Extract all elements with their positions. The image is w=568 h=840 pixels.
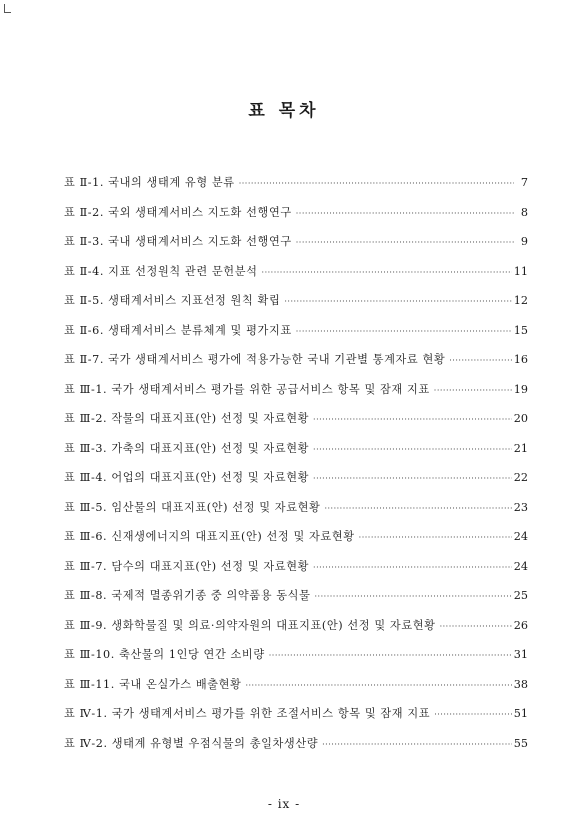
toc-entry-page: 19	[513, 382, 528, 396]
toc-entry[interactable]	[64, 587, 528, 617]
toc-entry[interactable]	[64, 705, 528, 735]
toc-entry-page: 22	[513, 471, 528, 484]
dot-leader	[296, 324, 512, 337]
toc-entry-label: 표 Ⅲ-5. 임산물의 대표지표(안) 선정 및 자료현황	[64, 500, 321, 514]
toc-entry[interactable]	[64, 735, 528, 765]
toc-entry-page: 26	[513, 618, 528, 632]
toc-entry[interactable]	[64, 351, 528, 381]
toc-entry[interactable]	[64, 233, 528, 263]
toc-entry-label: 표 Ⅳ-1. 국가 생태계서비스 평가를 위한 조절서비스 항목 및 잠재 지표	[64, 707, 431, 720]
toc-entry[interactable]	[64, 646, 528, 676]
toc-entry-label: 표 Ⅲ-6. 신재생에너지의 대표지표(안) 선정 및 자료현황	[64, 530, 355, 543]
toc-entry-label: 표 Ⅱ-2. 국외 생태계서비스 지도화 선행연구	[64, 205, 292, 219]
dot-leader	[313, 442, 512, 455]
toc-entry-page: 25	[513, 589, 528, 602]
toc-entry-label: 표 Ⅲ-9. 생화학물질 및 의료·의약자원의 대표지표(안) 선정 및 자료현황	[64, 618, 436, 632]
toc-entry[interactable]	[64, 676, 528, 706]
toc-entry[interactable]	[64, 381, 528, 411]
toc-entry-page: 12	[513, 294, 528, 307]
dot-leader	[269, 648, 512, 661]
toc-entry[interactable]	[64, 528, 528, 558]
toc-entry-label: 표 Ⅱ-6. 생태계서비스 분류체계 및 평가지표	[64, 323, 292, 337]
page-title: 표 목차	[248, 101, 320, 121]
dot-leader	[313, 560, 512, 573]
toc-entry-label: 표 Ⅳ-2. 생태계 유형별 우점식물의 총일차생산량	[64, 736, 319, 750]
toc-entry[interactable]	[64, 469, 528, 499]
toc-entry-label: 표 Ⅲ-10. 축산물의 1인당 연간 소비량	[64, 648, 265, 661]
toc-entry-page: 20	[513, 412, 528, 425]
table-of-contents	[64, 174, 528, 764]
corner-crop-mark	[4, 4, 11, 13]
toc-entry[interactable]	[64, 499, 528, 529]
toc-entry-page: 11	[513, 264, 528, 278]
dot-leader	[434, 707, 512, 720]
toc-entry-label: 표 Ⅲ-3. 가축의 대표지표(안) 선정 및 자료현황	[64, 441, 310, 455]
toc-entry[interactable]	[64, 617, 528, 647]
toc-entry-label: 표 Ⅲ-8. 국제적 멸종위기종 중 의약품용 동식물	[64, 589, 311, 602]
toc-entry-page: 15	[513, 323, 528, 337]
dot-leader	[245, 678, 511, 691]
dot-leader	[296, 206, 514, 219]
toc-entry-label: 표 Ⅱ-4. 지표 선정원칙 관련 문헌분석	[64, 264, 258, 278]
dot-leader	[284, 294, 511, 307]
toc-entry-label: 표 Ⅲ-7. 담수의 대표지표(안) 선정 및 자료현황	[64, 559, 310, 573]
toc-entry[interactable]	[64, 440, 528, 470]
toc-entry[interactable]	[64, 174, 528, 204]
dot-leader	[315, 589, 512, 602]
toc-entry-page: 8	[520, 205, 528, 219]
toc-entry[interactable]	[64, 322, 528, 352]
toc-entry[interactable]	[64, 292, 528, 322]
toc-entry-label: 표 Ⅲ-11. 국내 온실가스 배출현황	[64, 677, 242, 691]
dot-leader	[262, 265, 512, 278]
dot-leader	[324, 501, 511, 514]
toc-entry-label: 표 Ⅲ-4. 어업의 대표지표(안) 선정 및 자료현황	[64, 471, 310, 484]
toc-entry[interactable]	[64, 263, 528, 293]
dot-leader	[313, 471, 512, 484]
page-number: - ix -	[267, 797, 301, 811]
toc-entry-page: 24	[513, 530, 528, 543]
dot-leader	[434, 383, 512, 396]
toc-entry-page: 16	[513, 353, 528, 366]
dot-leader	[440, 619, 512, 632]
dot-leader	[296, 235, 514, 248]
toc-entry-page: 55	[513, 736, 528, 750]
toc-entry[interactable]	[64, 410, 528, 440]
toc-entry-page: 31	[513, 648, 528, 661]
toc-entry-label: 표 Ⅲ-1. 국가 생태계서비스 평가를 위한 공급서비스 항목 및 잠재 지표	[64, 382, 430, 396]
toc-entry-label: 표 Ⅲ-2. 작물의 대표지표(안) 선정 및 자료현황	[64, 412, 310, 425]
dot-leader	[313, 412, 512, 425]
toc-entry-page: 51	[513, 707, 528, 720]
toc-entry-page: 7	[520, 176, 528, 189]
toc-entry-page: 24	[513, 559, 528, 573]
dot-leader	[449, 353, 511, 366]
toc-entry-label: 표 Ⅱ-5. 생태계서비스 지표선정 원칙 확립	[64, 294, 281, 307]
toc-entry-page: 38	[513, 677, 528, 691]
toc-entry-page: 23	[513, 500, 528, 514]
toc-entry-label: 표 Ⅱ-3. 국내 생태계서비스 지도화 선행연구	[64, 235, 292, 248]
toc-entry-label: 표 Ⅱ-7. 국가 생태계서비스 평가에 적용가능한 국내 기관별 통계자료 현황	[64, 353, 446, 366]
toc-entry[interactable]	[64, 558, 528, 588]
toc-entry-page: 21	[513, 441, 528, 455]
toc-entry-label: 표 Ⅱ-1. 국내의 생태계 유형 분류	[64, 176, 235, 189]
toc-entry-page: 9	[520, 235, 528, 248]
dot-leader	[322, 737, 512, 750]
dot-leader	[359, 530, 512, 543]
toc-entry[interactable]	[64, 204, 528, 234]
dot-leader	[239, 176, 514, 189]
